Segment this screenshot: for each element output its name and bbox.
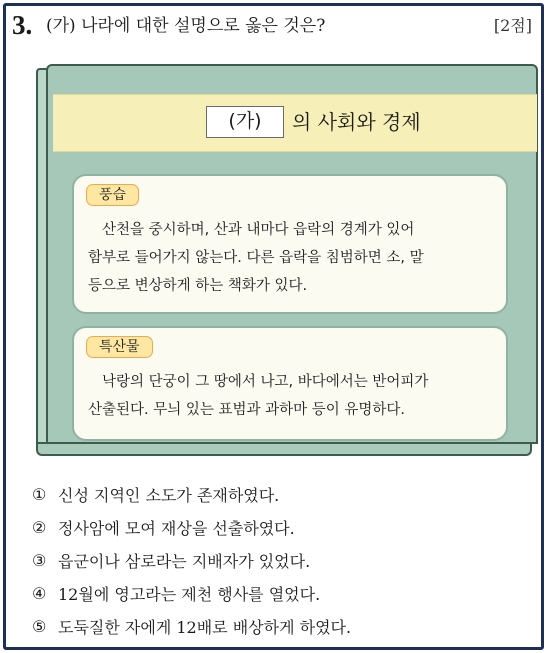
choice-number: ④ xyxy=(32,584,47,603)
choice-text: 읍군이나 삼로라는 지배자가 있었다. xyxy=(58,552,311,571)
choice-3[interactable] xyxy=(32,544,532,577)
choice-5[interactable] xyxy=(32,610,532,643)
customs-line: 등으로 변상하게 하는 책화가 있다. xyxy=(88,278,308,294)
customs-text xyxy=(88,216,500,300)
choice-text: 정사암에 모여 재상을 선출하였다. xyxy=(58,519,295,538)
customs-card xyxy=(72,174,508,314)
choice-text: 도둑질한 자에게 12배로 배상하게 하였다. xyxy=(58,618,352,637)
choice-number: ② xyxy=(32,518,47,537)
customs-line: 산천을 중시하며, 산과 내마다 읍락의 경계가 있어 xyxy=(102,222,415,238)
book-illustration xyxy=(30,64,542,461)
question-header xyxy=(12,10,532,40)
illustration-title: 의 사회와 경제 xyxy=(292,110,421,134)
question-number: 3. xyxy=(12,10,33,40)
choice-4[interactable] xyxy=(32,577,532,610)
choice-number: ③ xyxy=(32,551,47,570)
specialty-badge: 특산물 xyxy=(86,336,153,358)
choice-text: 12월에 영고라는 제천 행사를 열었다. xyxy=(58,585,321,604)
specialty-text xyxy=(88,368,500,424)
blank-country-box: (가) xyxy=(206,106,284,138)
question-points: [2점] xyxy=(493,16,532,35)
choice-2[interactable] xyxy=(32,511,532,544)
choice-1[interactable] xyxy=(32,478,532,511)
choice-number: ⑤ xyxy=(32,617,47,636)
title-band xyxy=(53,94,537,152)
specialty-card xyxy=(72,326,508,441)
choice-text: 신성 지역인 소도가 존재하였다. xyxy=(58,486,280,505)
choice-number: ① xyxy=(32,485,47,504)
specialty-line: 낙랑의 단궁이 그 땅에서 나고, 바다에서는 반어피가 xyxy=(102,374,429,390)
customs-line: 함부로 들어가지 않는다. 다른 읍락을 침범하면 소, 말 xyxy=(88,250,424,266)
question-prompt: (가) 나라에 대한 설명으로 옳은 것은? xyxy=(46,16,326,36)
customs-badge: 풍습 xyxy=(86,184,139,206)
book-cover-edge xyxy=(36,442,532,456)
specialty-line: 산출된다. 무늬 있는 표범과 과하마 등이 유명하다. xyxy=(88,402,406,418)
answer-choices xyxy=(32,478,532,643)
